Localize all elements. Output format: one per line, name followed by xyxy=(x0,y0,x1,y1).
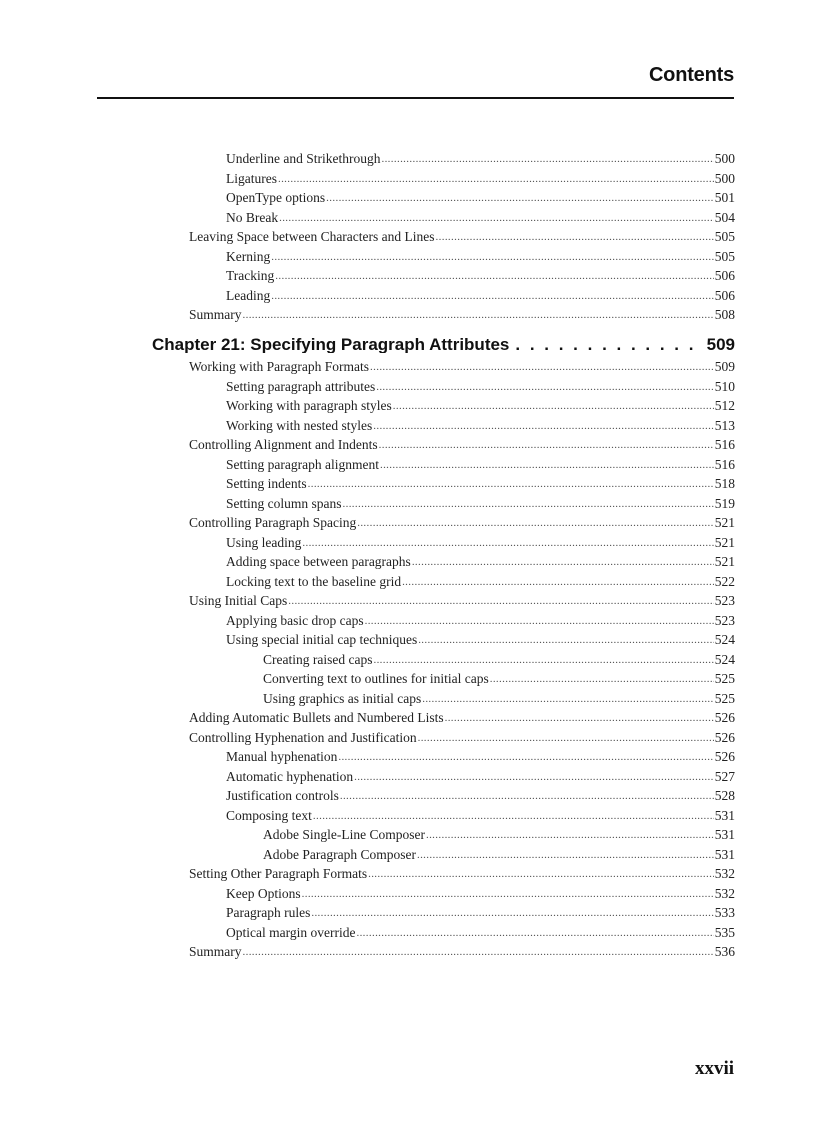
toc-entry-title: Adding Automatic Bullets and Numbered Lists xyxy=(189,710,444,725)
dot-leader xyxy=(379,437,714,453)
dot-leader xyxy=(373,652,713,668)
toc-entry-title: Adobe Single-Line Composer xyxy=(263,827,425,842)
toc-entry-page: 527 xyxy=(714,768,735,784)
toc-entry-page: 505 xyxy=(714,229,735,244)
toc-entry-page: 522 xyxy=(714,573,735,589)
toc-entry-page: 532 xyxy=(714,885,735,901)
dot-leader xyxy=(417,847,714,863)
toc-entry-title: Controlling Hyphenation and Justification xyxy=(189,729,417,745)
dot-leader xyxy=(302,535,713,551)
toc-entry[interactable] xyxy=(226,186,735,206)
toc-entry-title: Adobe Paragraph Composer xyxy=(263,846,416,862)
toc-entry-title: Working with Paragraph Formats xyxy=(189,359,370,374)
toc-entry-page: 516 xyxy=(714,437,735,452)
toc-entry-page: 524 xyxy=(714,632,735,647)
dot-leader xyxy=(278,171,714,187)
toc-entry-page: 532 xyxy=(714,866,735,881)
toc-entry-title: OpenType options xyxy=(226,190,326,205)
dot-leader xyxy=(356,925,713,941)
toc-entry-page: 519 xyxy=(714,495,735,511)
dot-leader xyxy=(376,379,714,395)
chapter-title: Chapter 21: Specifying Paragraph Attributes xyxy=(152,335,510,353)
toc-entry-title: Optical margin override xyxy=(226,924,356,940)
toc-entry-title: Creating raised caps xyxy=(263,651,373,667)
dot-leader xyxy=(412,554,714,570)
toc-entry-title: Using Initial Caps xyxy=(189,593,288,608)
toc-entry-page: 536 xyxy=(714,944,735,959)
toc-entry-title: Using leading xyxy=(226,534,302,550)
toc-entry-title: Setting Other Paragraph Formats xyxy=(189,866,368,881)
toc-entry-title: Setting paragraph attributes xyxy=(226,378,376,394)
toc-entry-title: Setting column spans xyxy=(226,495,342,511)
toc-entry[interactable] xyxy=(226,570,735,590)
toc-entry-page: 508 xyxy=(714,307,735,322)
toc-entry-title: Working with paragraph styles xyxy=(226,398,392,413)
dot-leader xyxy=(343,496,714,512)
toc-entry[interactable] xyxy=(226,147,735,167)
toc-entry-page: 526 xyxy=(714,749,735,764)
toc-entry[interactable] xyxy=(226,550,735,570)
toc-entry[interactable] xyxy=(226,394,735,414)
dot-leader xyxy=(393,398,714,414)
toc-entry[interactable] xyxy=(189,862,735,882)
toc-entry[interactable] xyxy=(189,355,735,375)
dot-leader xyxy=(308,476,714,492)
toc-entry[interactable] xyxy=(226,206,735,226)
toc-entry[interactable] xyxy=(226,921,735,941)
toc-entry-title: Kerning xyxy=(226,248,271,264)
toc-entry[interactable] xyxy=(263,648,735,668)
toc-entry-page: 518 xyxy=(714,476,735,491)
dot-leader xyxy=(418,730,714,746)
toc-entry-title: Leaving Space between Characters and Lines xyxy=(189,229,435,244)
toc-entry-title: Automatic hyphenation xyxy=(226,768,354,784)
dot-leader xyxy=(381,151,713,167)
toc-entry[interactable] xyxy=(226,901,735,921)
toc-entry-title: No Break xyxy=(226,209,279,225)
toc-entry-page: 513 xyxy=(714,417,735,433)
toc-entry[interactable] xyxy=(226,472,735,492)
dot-leader xyxy=(422,691,714,707)
dot-leader xyxy=(271,249,714,265)
dot-leader xyxy=(271,288,714,304)
dot-leader xyxy=(354,769,714,785)
page-number: xxvii xyxy=(694,1058,734,1079)
toc-entry-page: 526 xyxy=(714,729,735,745)
dot-leader xyxy=(365,613,714,629)
dot-leader xyxy=(373,418,713,434)
toc-entry[interactable] xyxy=(226,264,735,284)
dot-leader xyxy=(445,710,714,726)
toc-entry-page: 531 xyxy=(714,827,735,842)
toc-entry[interactable] xyxy=(226,531,735,551)
dot-leader xyxy=(368,866,714,882)
toc-entry-page: 521 xyxy=(714,534,735,550)
toc-entry-title: Underline and Strikethrough xyxy=(226,151,381,166)
toc-entry-title: Composing text xyxy=(226,807,312,823)
toc-entry[interactable] xyxy=(226,414,735,434)
dot-leader xyxy=(418,632,714,648)
toc-entry-title: Using graphics as initial caps xyxy=(263,690,422,706)
dot-leader xyxy=(326,190,714,206)
toc-entry[interactable] xyxy=(189,225,735,245)
dot-leader xyxy=(340,788,714,804)
dot-leader xyxy=(426,827,714,843)
dot-leader xyxy=(490,671,714,687)
toc-entry-title: Adding space between paragraphs xyxy=(226,554,411,569)
header-rule xyxy=(97,97,734,99)
chapter-page: 509 xyxy=(706,335,735,353)
toc-entry-page: 500 xyxy=(714,151,735,166)
toc-entry[interactable] xyxy=(226,784,735,804)
dot-leader xyxy=(311,905,713,921)
toc-entry-page: 504 xyxy=(714,209,735,225)
dot-leader xyxy=(370,359,714,375)
toc-entry-title: Leading xyxy=(226,287,271,303)
dot-leader xyxy=(436,229,714,245)
toc-entry-title: Paragraph rules xyxy=(226,905,311,920)
dot-leader xyxy=(380,457,714,473)
toc-entry-page: 505 xyxy=(714,248,735,264)
toc-entry[interactable] xyxy=(226,609,735,629)
page-title: Contents xyxy=(648,64,734,86)
toc-entry[interactable] xyxy=(189,589,735,609)
toc-entry[interactable] xyxy=(226,492,735,512)
toc-entry-page: 506 xyxy=(714,287,735,303)
toc-entry[interactable] xyxy=(189,726,735,746)
toc-entry-page: 516 xyxy=(714,456,735,472)
toc-entry-page: 531 xyxy=(714,846,735,862)
toc-entry-page: 510 xyxy=(714,378,735,394)
toc-entry[interactable] xyxy=(189,940,735,960)
toc-entry[interactable] xyxy=(226,804,735,824)
toc-entry-page: 523 xyxy=(714,593,735,608)
toc-entry-page: 528 xyxy=(714,788,735,803)
toc-entry[interactable] xyxy=(226,453,735,473)
toc-entry-title: Setting indents xyxy=(226,476,307,491)
toc-entry[interactable] xyxy=(226,765,735,785)
toc-entry-title: Keep Options xyxy=(226,885,301,901)
toc-entry-title: Using special initial cap techniques xyxy=(226,632,418,647)
toc-entry[interactable] xyxy=(189,303,735,323)
toc-entry-title: Locking text to the baseline grid xyxy=(226,573,402,589)
chapter-heading[interactable] xyxy=(152,327,735,353)
toc-entry-title: Justification controls xyxy=(226,788,339,803)
toc-entry-page: 526 xyxy=(714,710,735,725)
toc-entry[interactable] xyxy=(226,375,735,395)
toc-entry[interactable] xyxy=(226,882,735,902)
dot-leader xyxy=(243,944,714,960)
dot-leader xyxy=(338,749,713,765)
toc-entry-page: 509 xyxy=(714,359,735,374)
dot-leader xyxy=(357,515,714,531)
toc-entry-page: 533 xyxy=(714,905,735,920)
toc-entry[interactable] xyxy=(226,167,735,187)
toc-entry[interactable] xyxy=(226,745,735,765)
toc-entry[interactable] xyxy=(263,823,735,843)
dot-leader xyxy=(302,886,714,902)
toc-entry-page: 524 xyxy=(714,651,735,667)
toc-entry-page: 525 xyxy=(714,690,735,706)
toc-entry-title: Setting paragraph alignment xyxy=(226,456,379,472)
dot-leader xyxy=(243,307,714,323)
toc-entry-page: 506 xyxy=(714,268,735,283)
toc-entry-page: 500 xyxy=(714,170,735,186)
toc-entry[interactable] xyxy=(189,706,735,726)
toc-entry-title: Applying basic drop caps xyxy=(226,612,364,628)
toc-entry-title: Controlling Alignment and Indents xyxy=(189,437,378,452)
toc-entry-page: 531 xyxy=(714,807,735,823)
toc-entry-title: Manual hyphenation xyxy=(226,749,338,764)
toc-entry[interactable] xyxy=(263,687,735,707)
toc-entry-page: 523 xyxy=(714,612,735,628)
toc-entry-title: Controlling Paragraph Spacing xyxy=(189,515,357,530)
dot-leader xyxy=(313,808,714,824)
dot-leader xyxy=(515,337,700,353)
toc-entry-title: Ligatures xyxy=(226,170,277,186)
toc-entry[interactable] xyxy=(189,433,735,453)
toc-entry-title: Tracking xyxy=(226,268,275,283)
toc-entry[interactable] xyxy=(263,667,735,687)
dot-leader xyxy=(275,268,713,284)
dot-leader xyxy=(279,210,714,226)
toc-entry[interactable] xyxy=(263,843,735,863)
toc-entry-title: Working with nested styles xyxy=(226,417,373,433)
toc-entry-page: 512 xyxy=(714,398,735,413)
dot-leader xyxy=(288,593,714,609)
toc-entry-title: Converting text to outlines for initial caps xyxy=(263,671,489,686)
toc-entry-page: 521 xyxy=(714,515,735,530)
toc-entry[interactable] xyxy=(226,284,735,304)
toc-entry-page: 535 xyxy=(714,924,735,940)
toc-entry[interactable] xyxy=(226,628,735,648)
toc-entry[interactable] xyxy=(226,245,735,265)
toc-entry-title: Summary xyxy=(189,307,242,322)
toc-entry[interactable] xyxy=(189,511,735,531)
toc-entry-page: 525 xyxy=(714,671,735,686)
toc-entry-page: 521 xyxy=(714,554,735,569)
toc-entry-title: Summary xyxy=(189,944,242,959)
toc-entry-page: 501 xyxy=(714,190,735,205)
dot-leader xyxy=(402,574,714,590)
